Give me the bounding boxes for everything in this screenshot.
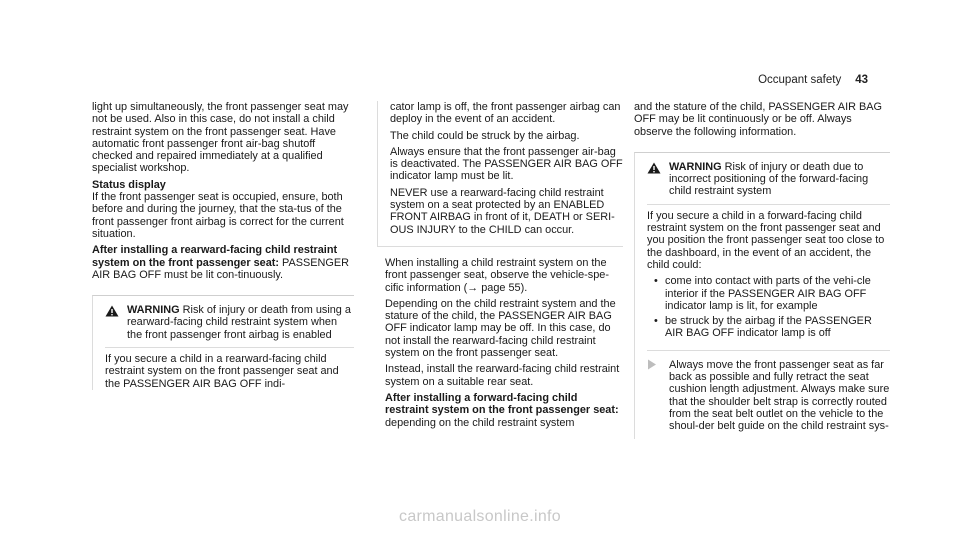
warning-text: cator lamp is off, the front passenger airbag can deploy in the event of an accident. — [390, 101, 621, 126]
bullet-dot-icon: • — [654, 315, 658, 328]
status-display-heading: Status display — [92, 178, 166, 191]
warning-label: WARNING — [669, 160, 722, 173]
paragraph: Depending on the child restraint system and the stature of the child, the PASSENGER AIR BAG OFF indicator lamp may be off. In this case, do not install the rearward-facing child restraint system on the front passenger seat. — [385, 297, 616, 360]
rearward-text: PASSENGER AIR BAG OFF must be lit con-tinuously. — [92, 256, 350, 281]
forward-text: depending on the child restraint system — [385, 416, 575, 429]
rearward-heading: After installing a rearward-facing child restraint system on the front passenger seat: — [92, 244, 338, 269]
warning-header — [105, 304, 354, 341]
bullet-dot-icon: • — [654, 275, 658, 288]
forward-heading: After installing a forward-facing child restraint system on the front passenger seat: — [385, 391, 619, 417]
list-item: • be struck by the airbag if the PASSENGER AIR BAG OFF indicator lamp is off — [654, 315, 872, 340]
warning-box — [92, 295, 354, 390]
action-instruction — [647, 350, 890, 433]
forward-facing-instruction — [385, 392, 623, 429]
rearward-facing-instruction — [92, 244, 354, 281]
paragraph: light up simultaneously, the front passenger seat may not be used. Also in this case, do not install a child restraint system on the front passenger seat. Have automatic front passenger front air-bag shutoff checked and repaired immediately at a qualified specialist workshop. — [92, 101, 349, 175]
page-number: 43 — [855, 74, 868, 86]
list-item: • come into contact with parts of the vehi-cle interior if the PASSENGER AIR BAG OFF indicator lamp is lit, for example — [654, 275, 871, 312]
paragraph: and the stature of the child, PASSENGER AIR BAG OFF may be lit continuously or be off. Always observe the following information. — [634, 101, 882, 138]
section-title: Occupant safety — [758, 74, 842, 86]
warning-box — [634, 152, 890, 439]
warning-text: NEVER use a rearward-facing child restraint system on a seat protected by an ENABLED FRONT AIRBAG in front of it, DEATH or SERI-OUS INJURY to the CHILD can occur. — [390, 186, 615, 236]
warning-triangle-icon — [647, 161, 665, 198]
warning-body: If you secure a child in a forward-facing child restraint system on the front passenger seat and you position the front passenger seat too close to the dashboard, in the event of an accident, the child could: — [647, 209, 885, 271]
page-header — [758, 74, 868, 86]
warning-text: The child could be struck by the airbag. — [390, 129, 580, 142]
warning-text: Always ensure that the front passenger air-bag is deactivated. The PASSENGER AIR BAG OFF indicator lamp must be lit. — [390, 145, 623, 183]
warning-body: If you secure a child in a rearward-facing child restraint system on the front passenger seat and the PASSENGER AIR BAG OFF indi- — [105, 353, 339, 390]
paragraph: If the front passenger seat is occupied, ensure, both before and during the journey, that the sta-tus of the front passenger front airbag is correct for the current situation. — [92, 191, 344, 240]
arrow-right-icon — [647, 359, 669, 433]
paragraph: Instead, install the rearward-facing child restraint system on a suitable rear seat. — [385, 363, 620, 388]
column-3 — [634, 101, 890, 439]
consequence-list — [647, 275, 890, 339]
warning-continuation — [377, 101, 623, 247]
warning-title: Risk of injury or death from using a rearward-facing child restraint system when the front passenger front airbag is enabled — [127, 304, 351, 341]
warning-label: WARNING — [127, 304, 180, 317]
column-1 — [92, 101, 354, 394]
paragraph: When installing a child restraint system on the front passenger seat, observe the vehicle-spe-cific information (→ page 55). — [385, 256, 609, 294]
warning-title: Risk of injury or death due to incorrect positioning of the forward-facing child restraint system — [669, 160, 869, 198]
warning-triangle-icon — [105, 304, 123, 341]
column-2 — [377, 101, 623, 433]
watermark: carmanualsonline.info — [399, 508, 561, 525]
warning-header — [647, 161, 890, 198]
action-text: Always move the front passenger seat as far back as possible and fully retract the seat cushion length adjustment. Always make sure that the shoulder belt strap is correctly routed from the seat belt outlet on the vehicle to the shoul-der belt guide on the child restraint sys- — [669, 358, 890, 433]
